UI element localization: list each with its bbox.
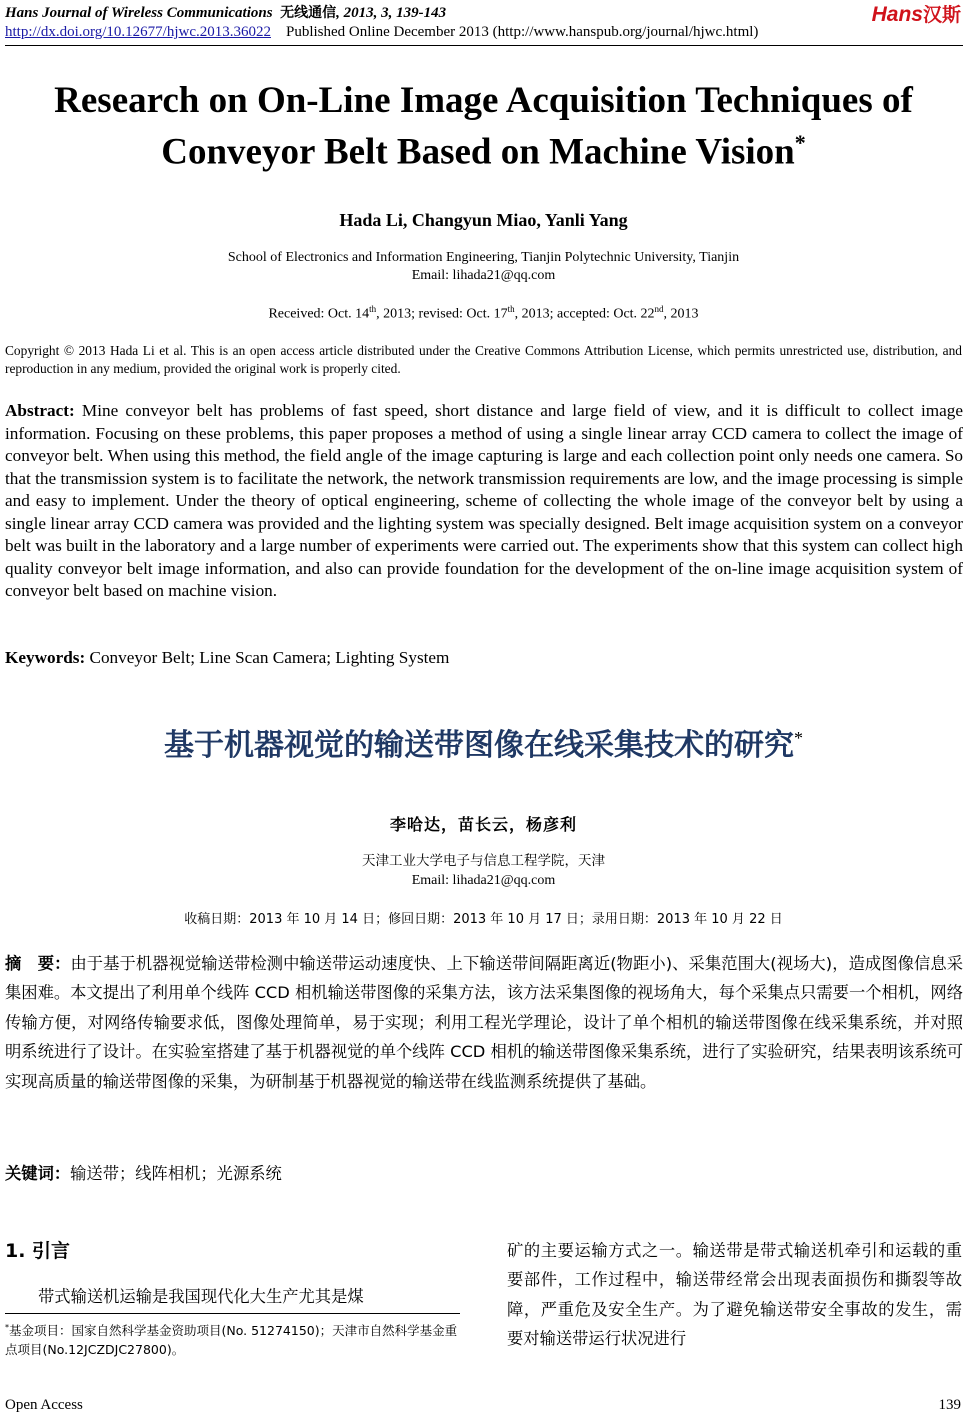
doi-link[interactable]: http://dx.doi.org/10.12677/hjwc.2013.36022 bbox=[5, 24, 271, 40]
cn-keywords-text: 输送带；线阵相机；光源系统 bbox=[70, 1164, 282, 1183]
footnote bbox=[5, 1318, 463, 1359]
cn-title-text: 基于机器视觉的输送带图像在线采集技术的研究 bbox=[164, 728, 794, 763]
author-email: Email: lihada21@qq.com bbox=[411, 268, 556, 283]
section-heading: 1. 引言 bbox=[5, 1240, 71, 1262]
logo-text-en: Hans bbox=[871, 3, 923, 26]
affiliation-block bbox=[0, 249, 967, 285]
cn-affiliation: 天津工业大学电子与信息工程学院，天津 bbox=[362, 853, 605, 869]
cn-author-list: 李哈达，苗长云，杨彦利 bbox=[389, 815, 577, 834]
keywords bbox=[5, 648, 449, 668]
title-line-2: Conveyor Belt Based on Machine Vision bbox=[161, 131, 795, 173]
received-dates: Received: Oct. 14th, 2013; revised: Oct. 17th, 2013; accepted: Oct. 22nd, 2013 bbox=[268, 304, 699, 322]
journal-issue: , 2013, 3, 139-143 bbox=[336, 5, 447, 21]
title-line-1: Research on On-Line Image Acquisition Techniques of bbox=[54, 80, 913, 121]
author-list: Hada Li, Changyun Miao, Yanli Yang bbox=[339, 210, 628, 230]
keywords-text: Conveyor Belt; Line Scan Camera; Lighting System bbox=[89, 648, 450, 667]
cn-abstract-text: 由于基于机器视觉输送带检测中输送带运动速度快、上下输送带间隔距离近(物距小)、采集范围大(视场大)，造成图像信息采集困难。本文提出了利用单个线阵 CCD 相机输送带图像的采集方法，该方法采集图像的视场角大，每个采集点只需要一个相机，网络传输方便，对网络传输要求低，图像处理简单，易于实现；利用工程光学理论，设计了单个相机的输送带图像在线采集系统，并对照明系统进行了设计。在实验室搭建了基于机器视觉的单个线阵 CCD 相机的输送带图像采集系统，进行了实验研究，结果表明该系统可实现高质量的输送带图像的采集，为研制基于机器视觉的输送带在线监测系统提供了基础。 bbox=[5, 954, 963, 1091]
abstract-label: Abstract: bbox=[5, 401, 75, 420]
title-footnote-mark: * bbox=[794, 130, 806, 155]
header-divider bbox=[5, 45, 963, 46]
cn-title bbox=[0, 720, 967, 764]
footnote-divider bbox=[5, 1313, 460, 1314]
cn-received-dates: 收稿日期：2013 年 10 月 14 日；修回日期：2013 年 10 月 17 日；录用日期：2013 年 10 月 22 日 bbox=[184, 912, 783, 927]
journal-header bbox=[5, 2, 446, 22]
abstract bbox=[5, 400, 963, 603]
copyright-notice: Copyright © 2013 Hada Li et al. This is an open access article distributed under the Creative Commons Attribution License, which permits unrestricted use, distribution, and reproduction in any medium, provided the original work is properly cited. bbox=[5, 343, 962, 376]
doi-line bbox=[5, 24, 758, 41]
cn-keywords-label: 关键词： bbox=[5, 1164, 71, 1183]
hans-logo bbox=[872, 0, 961, 27]
cn-title-mark: * bbox=[794, 728, 803, 748]
cn-keywords bbox=[5, 1160, 282, 1184]
cn-abstract-label: 摘 要： bbox=[5, 954, 71, 973]
cn-abstract bbox=[5, 949, 963, 1096]
left-column-paragraph: 带式输送机运输是我国现代化大生产尤其是煤 bbox=[38, 1287, 364, 1306]
abstract-text: Mine conveyor belt has problems of fast speed, short distance and large field of view, and it is difficult to collect image information. Focusing on these problems, this paper proposes a method of using a single linear array CCD camera to collect the image of conveyor belt. When using this method, the field angle of the image capturing is large and each collection point only needs one camera. So that the transmission system is to facilitate the network, the network transmission requirements are low, and the image processing is simple and easy to implement. Under the theory of optical engineering, scheme of collecting the whole image of the conveyor belt by using a single linear array CCD camera was provided and the lighting system was specially designed. Belt image acquisition system on a conveyor belt was built in the laboratory and a large number of experiments were carried out. The experiments show that this system can collect high quality conveyor belt image information, and also can provide foundation for the development of the on-line image acquisition system of conveyor belt based on machine vision. bbox=[5, 401, 964, 600]
footnote-text: 基金项目：国家自然科学基金资助项目(No. 51274150)；天津市自然科学基金重点项目(No.12JCZDJC27800)。 bbox=[5, 1323, 458, 1358]
affiliation: School of Electronics and Information Engineering, Tianjin Polytechnic University, Tianjin bbox=[227, 250, 740, 265]
cn-email: Email: lihada21@qq.com bbox=[411, 873, 556, 888]
page-number: 139 bbox=[938, 1397, 961, 1413]
journal-name-cn: 无线通信 bbox=[280, 5, 337, 21]
footnote-mark: * bbox=[5, 1323, 9, 1332]
logo-text-cn: 汉斯 bbox=[922, 4, 961, 26]
keywords-label: Keywords: bbox=[5, 648, 86, 667]
cn-affiliation-block bbox=[0, 851, 967, 891]
published-info: Published Online December 2013 (http://www.hanspub.org/journal/hjwc.html) bbox=[285, 24, 759, 40]
journal-name: Hans Journal of Wireless Communications bbox=[5, 5, 273, 21]
right-column-paragraph: 矿的主要运输方式之一。输送带是带式输送机牵引和运载的重要部件，工作过程中，输送带经常会出现表面损伤和撕裂等故障，严重危及安全生产。为了避免输送带安全事故的发生，需要对输送带运行状况进行 bbox=[507, 1241, 962, 1349]
paper-title bbox=[20, 80, 947, 173]
footer-open-access: Open Access bbox=[5, 1397, 83, 1413]
